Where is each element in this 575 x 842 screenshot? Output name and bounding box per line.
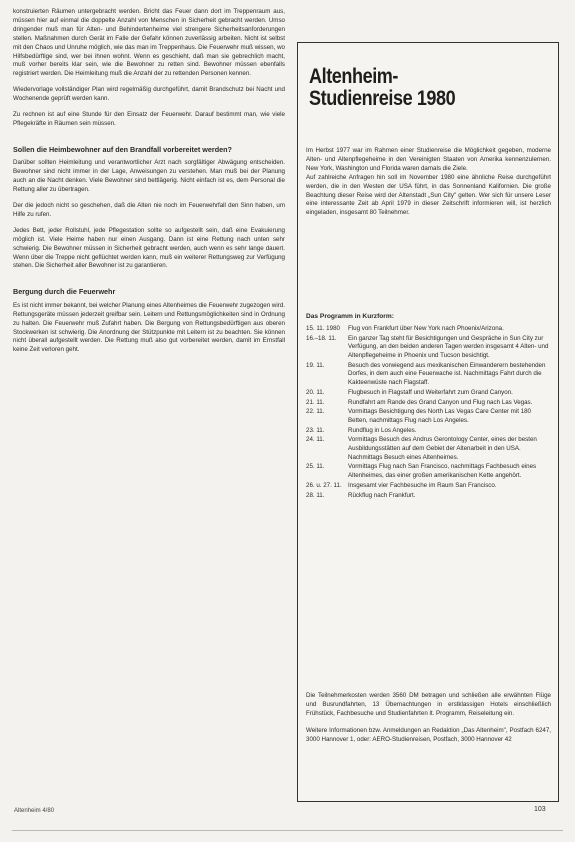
program-item (306, 427, 551, 436)
program-date: 15. 11. 1980 (306, 325, 340, 332)
body-paragraph: Wiedervorlage vollständiger Plan wird regelmäßig durchgeführt, damit Brandschutz bei Nacht und Wochenende geprüft werden kann. (13, 86, 285, 103)
program-date: 23. 11. (306, 426, 325, 434)
box-title-line: Altenheim- (309, 65, 399, 88)
intro-paragraph: Auf zahlreiche Anfragen hin soll im November 1980 eine ähnliche Reise durchgeführt werden, die in den Westen der USA führt, in das Sonnenland Kalifornien. Die große Beachtung dieser Reise wird der Altenstadt „Sun City" gelten. Wer sich für unsere Leser eine interessante Zeit ab April 1979 in dieser Zeitschrift informieren will, ist herzlich eingeladen, insgesamt 80 Teilnehmer. (306, 173, 551, 217)
program-date: 25. 11. (306, 463, 325, 471)
box-outro (306, 692, 551, 753)
program-text: Besuch des vorwiegend aus mexikanischen Einwanderern bestehenden Dorfes, in dem auch eine Feuerwache ist. Nachmittags Fahrt durch die Kakteenwüste nach Flagstaff. (348, 361, 546, 386)
program-text: Ein ganzer Tag steht für Besichtigungen und Gespräche in Sun City zur Verfügung, an den beiden anderen Tagen werden insgesamt 4 Alten- und Altenpflegeheime in Phoenix und Tucson besichtigt. (348, 334, 549, 359)
program-item (306, 362, 551, 388)
contact-paragraph: Weitere Informationen bzw. Anmeldungen an Redaktion „Das Altenheim", Postfach 6247, 3000 Hannover 1, oder: AERO-Studienreisen, Postfach, 3000 Hannover 42 (306, 726, 551, 743)
program-item (306, 335, 551, 361)
cost-paragraph: Die Teilnehmerkosten werden 3560 DM betragen und schließen alle erwähnten Flüge und Busrundfahrten, 13 Übernachtungen in erstklassigen Hotels einschließlich Frühstück, Fachbesuche und Studienfahrten lt. Programm, Reiseleitung ein. (306, 692, 551, 717)
body-paragraph: Jedes Bett, jeder Rollstuhl, jede Pflegestation sollte so aufgestellt sein, daß eine Evakuierung möglich ist. Viele Heime haben nur einen Ausgang. Dann ist eine Rettung nach unten sehr schwierig. Die Bewohner müssen in Sicherheit gebracht werden, auch wenn es sehr lange dauert. Wenn über die Treppe nicht geflüchtet werden kann, muß ein weiterer Rettungsweg zur Verfügung stehen. Die Sicherheit aller Bewohner ist zu garantieren. (13, 226, 285, 270)
body-paragraph: Zu rechnen ist auf eine Stunde für den Einsatz der Feuerwehr. Darauf bestimmt man, wie viele Pflegekräfte in Räumen sein müssen. (13, 111, 285, 127)
program-item (306, 325, 551, 334)
program-date: 28. 11. (306, 491, 325, 499)
program-item (306, 436, 551, 462)
box-intro (306, 147, 551, 218)
body-paragraph: Es ist nicht immer bekannt, bei welcher Planung eines Altenheimes die Feuerwehr zugezogen wird. Rettungsgeräte müssen jederzeit greifbar sein. Leitern und Rettungsmöglichkeiten sind in Ordnung zu halten. Die Feuerwehr muß Zufahrt haben. Die Bergung von Rettungsbedürftigen aus oberen Stockwerken ist schwierig. Die Anordnung der Stützpunkte mit Leitern ist zu beachten. Sie können nicht überall aufgestellt werden. Die Rettung muß also gut vorbereitet werden, damit im Ernstfall keine Zeit verloren geht. (13, 301, 285, 354)
program-item (306, 482, 551, 491)
page-edge-line (12, 830, 563, 831)
program-item (306, 492, 551, 501)
program-text: Insgesamt vier Fachbesuche im Raum San Francisco. (348, 481, 497, 489)
section-heading: Sollen die Heimbewohner auf den Brandfall vorbereitet werden? (13, 144, 232, 154)
program-date: 21. 11. (306, 398, 325, 406)
body-paragraph: Darüber sollten Heimleitung und verantwortlicher Arzt nach sorgfältiger Abwägung entscheiden. Bewohner sind nicht immer in der Lage, Anweisungen zu verstehen. Man muß bei der Planung auch an die Nacht denken. Viele Bewohner sind bettlägerig. Nicht einfach ist es, dem Personal die Rettung aller zu übertragen. (13, 159, 285, 194)
body-paragraph: konstruierten Räumen untergebracht werden. Bricht das Feuer dann dort im Treppenraum aus, müssen hier auf einmal die doppelte Anzahl von Menschen in Sicherheit gebracht werden. Umso dringender muß man für Alten- und Behindertenheime viel strengere Sicherheitsanforderungen stellen. Maßnahmen durch Gerät im Falle der Gefahr können zuverlässig arbeiten. Nicht ist selbst mit den Chaos und Unruhe möglich, wie das man im Treppenhaus. Die Feuerwehr muß wissen, wo Hilfsbedürftige sind, wer bei ihnen wohnt. Wenn es geschieht, daß man sie gebrechlich macht, muß vorher bereits klar sein, wie die Bewohner zu retten sind. Bewohner müssen ebenfalls registriert werden. Die Heimleitung muß die Anzahl der zu rettenden Personen kennen. (13, 8, 285, 78)
program-text: Rückflug nach Frankfurt. (348, 491, 416, 499)
program-text: Rundfahrt am Rande des Grand Canyon und Flug nach Las Vegas. (348, 398, 533, 406)
program-date: 20. 11. (306, 388, 325, 396)
publication-footer: Altenheim 4/80 (14, 808, 55, 814)
program-date: 26. u. 27. 11. (306, 481, 342, 489)
program-text: Vormittags Besuch des Andrus Gerontology Center, eines der besten Ausbildungsstätten auf dem Gebiet der Altenarbeit in den USA. Nachmittags Besuch eines Altenheimes. (348, 436, 537, 461)
program-date: 19. 11. (306, 361, 325, 369)
program-item (306, 408, 551, 425)
intro-paragraph: Im Herbst 1977 war im Rahmen einer Studienreise die Möglichkeit gegeben, moderne Alten- und Altenpflegeheime in den Vereinigten Staaten von Amerika kennenzulernen. New York, Washington und Florida waren damals die Ziele. (306, 147, 551, 172)
box-title-line: Studienreise 1980 (309, 87, 456, 110)
program-text: Vormittags Besichtigung des North Las Vegas Care Center mit 180 Betten, nachmittags Flug nach Los Angeles. (348, 408, 531, 424)
program-text: Flug von Frankfurt über New York nach Phoenix/Arizona. (348, 325, 504, 332)
program-date: 22. 11. (306, 408, 325, 416)
program-date: 16.–18. 11. (306, 334, 337, 342)
program-date: 24. 11. (306, 436, 325, 444)
section-heading: Bergung durch die Feuerwehr (13, 287, 116, 297)
program-item (306, 389, 551, 398)
box-title (309, 66, 515, 110)
program-list (306, 325, 551, 501)
program-item (306, 463, 551, 480)
program-text: Vormittags Flug nach San Francisco, nachmittags Fachbesuch eines Altenheimes, das einer großen amerikanischen Kette angehört. (348, 463, 537, 479)
program-heading: Das Programm in Kurzform: (306, 313, 394, 320)
page-number: 103 (534, 806, 546, 813)
body-paragraph: Der die jedoch nicht so geschehen, daß die Alten nie noch im Feuerwehrfall den Sinn haben, um Hilfe zu rufen. (13, 202, 285, 218)
program-text: Flugbesuch in Flagstaff und Weiterfahrt zum Grand Canyon. (348, 388, 513, 396)
program-text: Rundflug in Los Angeles. (348, 426, 417, 434)
left-column (13, 8, 285, 362)
program-item (306, 399, 551, 408)
